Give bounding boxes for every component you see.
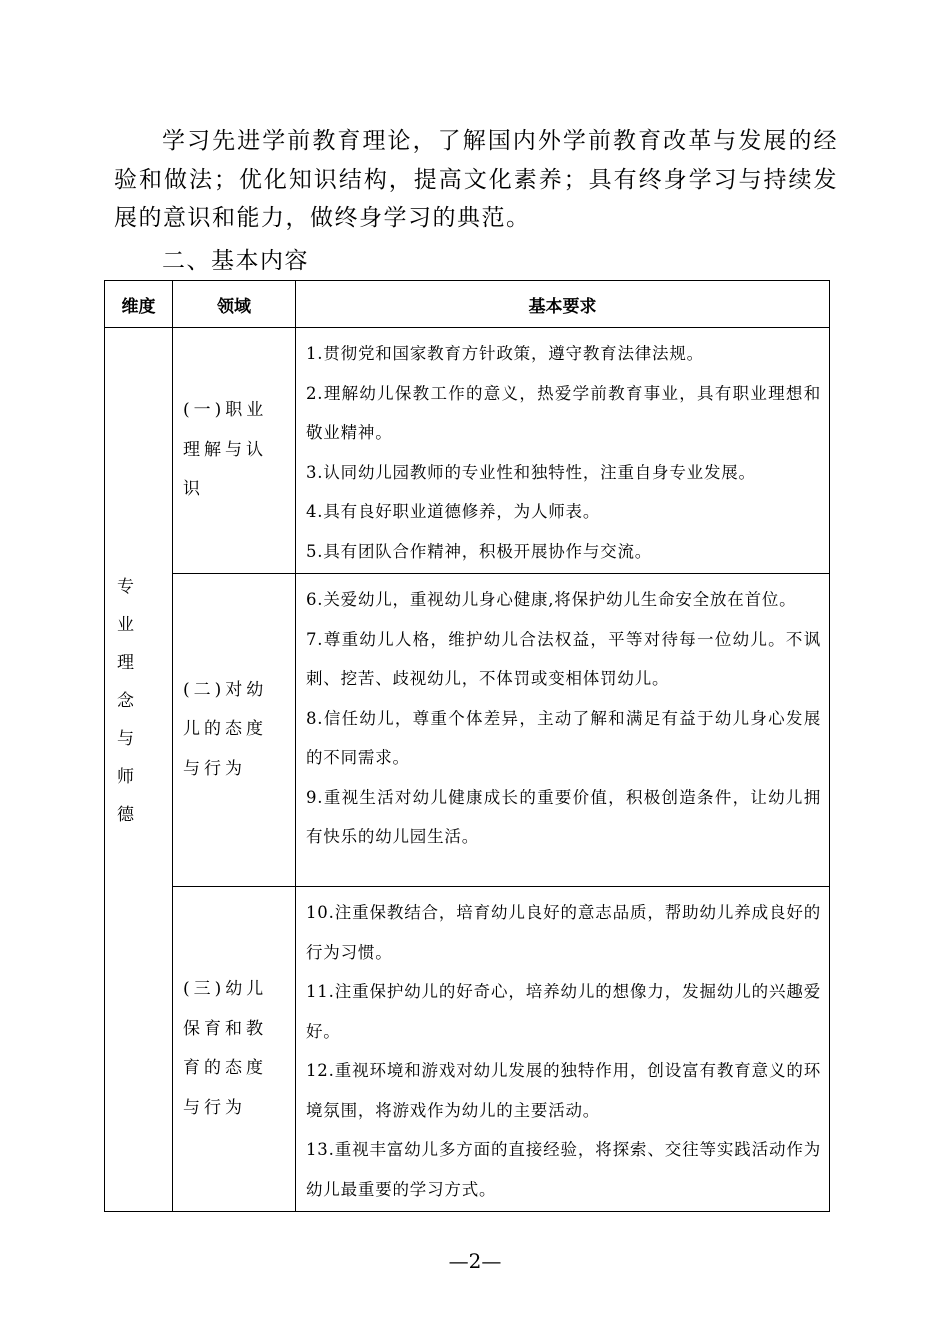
requirements-cell	[296, 328, 830, 574]
requirement-item: 6.关爱幼儿，重视幼儿身心健康,将保护幼儿生命安全放在首位。	[306, 590, 797, 609]
requirement-item: 4.具有良好职业道德修养，为人师表。	[306, 502, 601, 521]
requirement-item: 9.重视生活对幼儿健康成长的重要价值，积极创造条件，让幼儿拥有快乐的幼儿园生活。	[306, 787, 821, 846]
requirement-item: 3.认同幼儿园教师的专业性和独特性，注重自身专业发展。	[306, 462, 756, 482]
intro-paragraph: 学习先进学前教育理论，了解国内外学前教育改革与发展的经验和做法；优化知识结构，提高文化素养；具有终身学习与持续发展的意识和能力，做终身学习的典范。	[114, 128, 838, 231]
domain-label: (三)幼儿保育和教育的态度与行为	[183, 979, 268, 1118]
header-requirements: 基本要求	[296, 281, 830, 328]
domain-cell	[173, 328, 296, 574]
requirement-item: 7.尊重幼儿人格，维护幼儿合法权益，平等对待每一位幼儿。不讽刺、挖苦、歧视幼儿，不体罚或变相体罚幼儿。	[306, 629, 821, 688]
table-row	[105, 328, 830, 574]
domain-cell	[173, 887, 296, 1212]
requirement-item: 12.重视环境和游戏对幼儿发展的独特作用，创设富有教育意义的环境氛围，将游戏作为幼儿的主要活动。	[306, 1061, 821, 1120]
table-row	[105, 574, 830, 887]
dimension-label: 专业理念与师德	[117, 577, 149, 825]
requirement-item: 11.注重保护幼儿的好奇心，培养幼儿的想像力，发掘幼儿的兴趣爱好。	[306, 982, 821, 1041]
standards-table	[104, 280, 830, 1212]
domain-cell	[173, 574, 296, 887]
requirements-cell	[296, 574, 830, 887]
requirements-cell	[296, 887, 830, 1212]
header-domain: 领域	[173, 281, 296, 328]
dimension-cell	[105, 328, 173, 1212]
header-dimension: 维度	[105, 281, 173, 328]
requirement-item: 8.信任幼儿，尊重个体差异，主动了解和满足有益于幼儿身心发展的不同需求。	[306, 708, 821, 767]
table-row	[105, 887, 830, 1212]
domain-label: (一)职业理解与认识	[183, 400, 268, 500]
requirement-item: 10.注重保教结合，培育幼儿良好的意志品质，帮助幼儿养成良好的行为习惯。	[306, 903, 821, 962]
requirement-item: 5.具有团队合作精神，积极开展协作与交流。	[306, 541, 653, 561]
table-header-row	[105, 281, 830, 328]
requirement-item: 2.理解幼儿保教工作的意义，热爱学前教育事业，具有职业理想和敬业精神。	[306, 383, 821, 442]
domain-label: (二)对幼儿的态度与行为	[183, 679, 268, 779]
section-heading: 二、基本内容	[162, 248, 309, 274]
requirement-item: 1.贯彻党和国家教育方针政策，遵守教育法律法规。	[306, 344, 704, 363]
page-number: —2—	[448, 1249, 502, 1273]
requirement-item: 13.重视丰富幼儿多方面的直接经验，将探索、交往等实践活动作为幼儿最重要的学习方式。	[306, 1140, 821, 1199]
